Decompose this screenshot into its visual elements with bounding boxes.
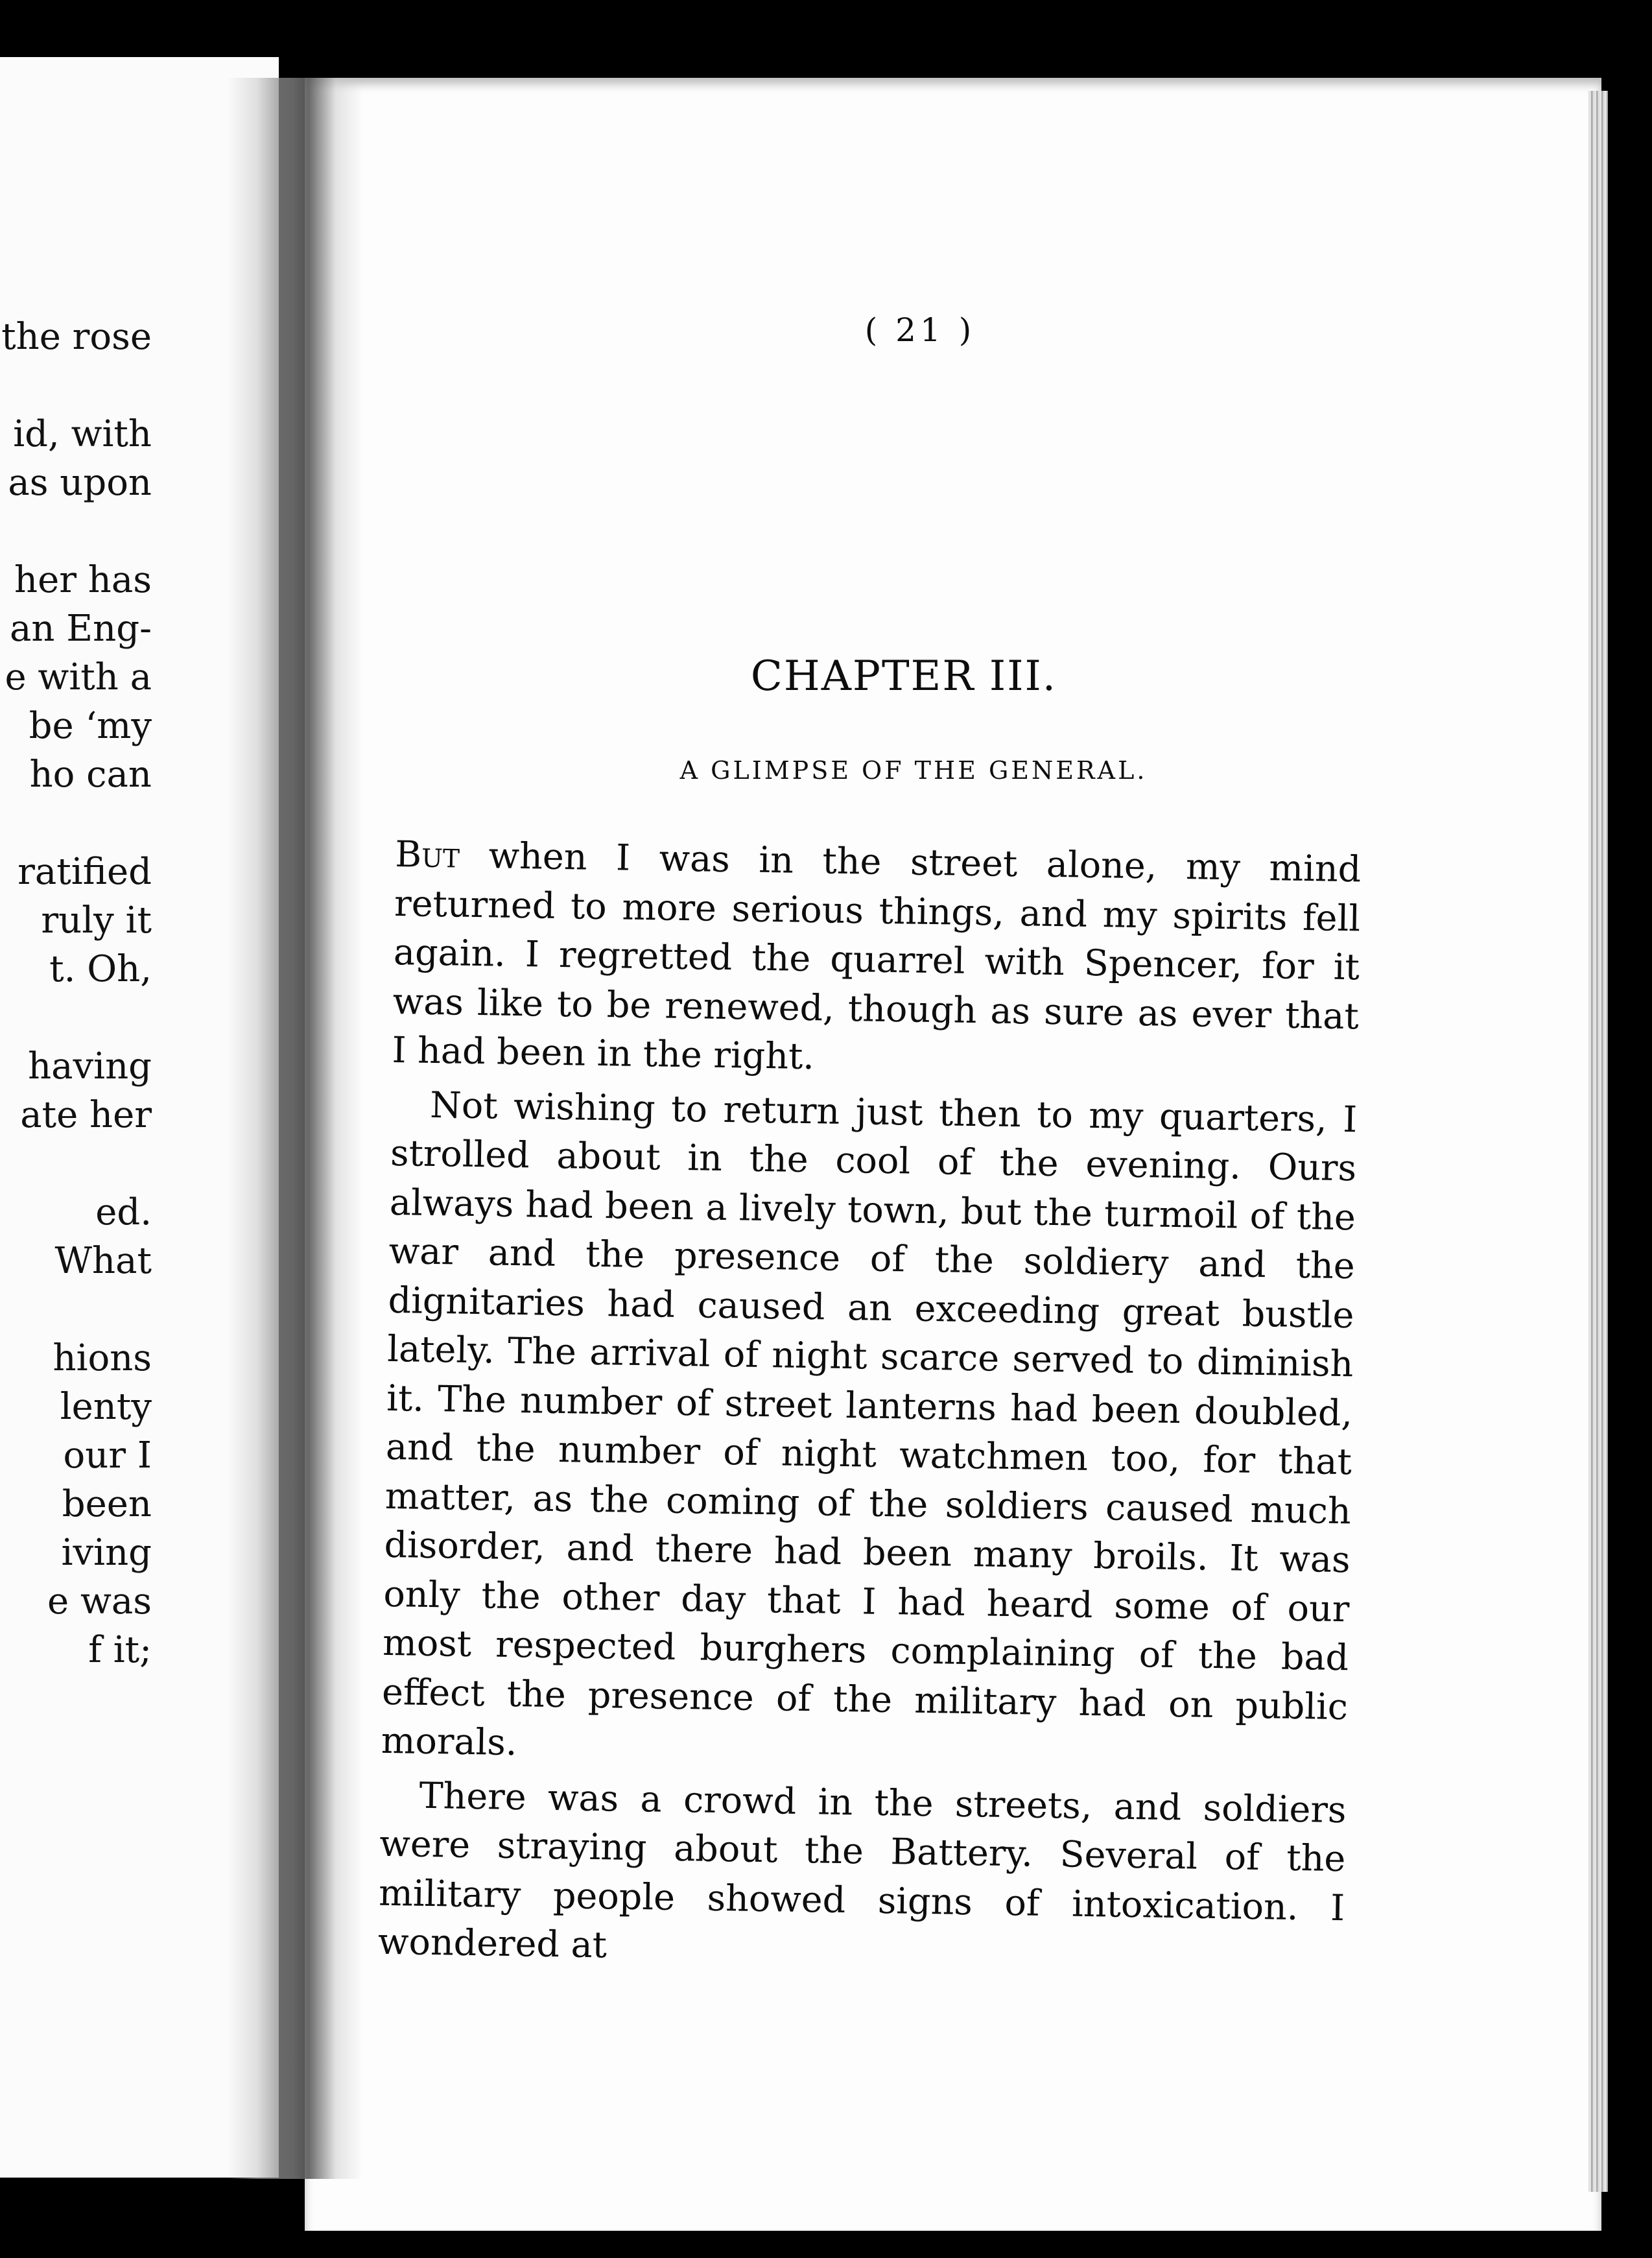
paragraph-text: There was a crowd in the streets, and soldiers were straying about the Battery. Several of the military people showed signs of intoxication. I wondered at — [377, 1774, 1347, 1967]
left-line: our I — [63, 1434, 152, 1477]
paragraph-text: Not wishing to return just then to my quarters, I strolled about in the cool of the evening. Ours always had been a lively town, but the turmoil of the war and the presence of the soldiery and the dignitaries had caused an exceeding great bustle lately. The arrival of night scarce served to diminish it. The number of street lanterns had been doubled, and the number of night watchmen too, for that matter, as the coming of the soldiers caused much disorder, and there had been many broils. It was only the other day that I had heard some of our most respected burghers complaining of the bad effect the presence of the military had on public morals. — [381, 1084, 1358, 1765]
left-line: ratified — [18, 851, 152, 893]
left-line: as upon — [8, 462, 152, 504]
left-line: t. Oh, — [49, 948, 152, 990]
left-line: an Eng- — [10, 608, 152, 650]
chapter-title: CHAPTER III. — [750, 652, 1057, 700]
left-line: ho can — [29, 754, 152, 796]
left-line: iving — [61, 1532, 152, 1574]
left-line: be ‘my — [29, 705, 152, 747]
paragraph — [377, 1770, 1347, 1981]
chapter-subtitle: A GLIMPSE OF THE GENERAL. — [679, 756, 1148, 785]
left-line: f it; — [88, 1629, 152, 1671]
book-gutter-shadow — [227, 78, 363, 2179]
left-line: What — [54, 1240, 152, 1282]
paragraph-lead-word: But — [394, 833, 460, 877]
left-line: the rose — [1, 316, 152, 358]
left-line: ate her — [20, 1094, 152, 1136]
left-line: ed. — [95, 1191, 152, 1233]
page-edges — [1588, 91, 1608, 2192]
page-number: ( 21 ) — [864, 311, 976, 349]
paragraph — [392, 830, 1362, 1090]
left-line: hions — [53, 1337, 152, 1379]
paragraph — [381, 1080, 1357, 1780]
left-line: ruly it — [41, 899, 152, 942]
left-line: id, with — [13, 413, 152, 455]
left-line: e with a — [5, 656, 152, 698]
chapter-body — [377, 830, 1361, 1987]
left-line: lenty — [60, 1386, 152, 1428]
left-line: been — [62, 1483, 152, 1525]
left-line: e was — [47, 1580, 152, 1622]
left-line: her has — [14, 559, 152, 601]
left-line: having — [28, 1045, 152, 1087]
paragraph-text: when I was in the street alone, my mind returned to more serious things, and my spirits fell again. I regretted the quarrel with Spencer, for it was like to be renewed, though as sure as ever that I had been in the right. — [392, 834, 1362, 1078]
